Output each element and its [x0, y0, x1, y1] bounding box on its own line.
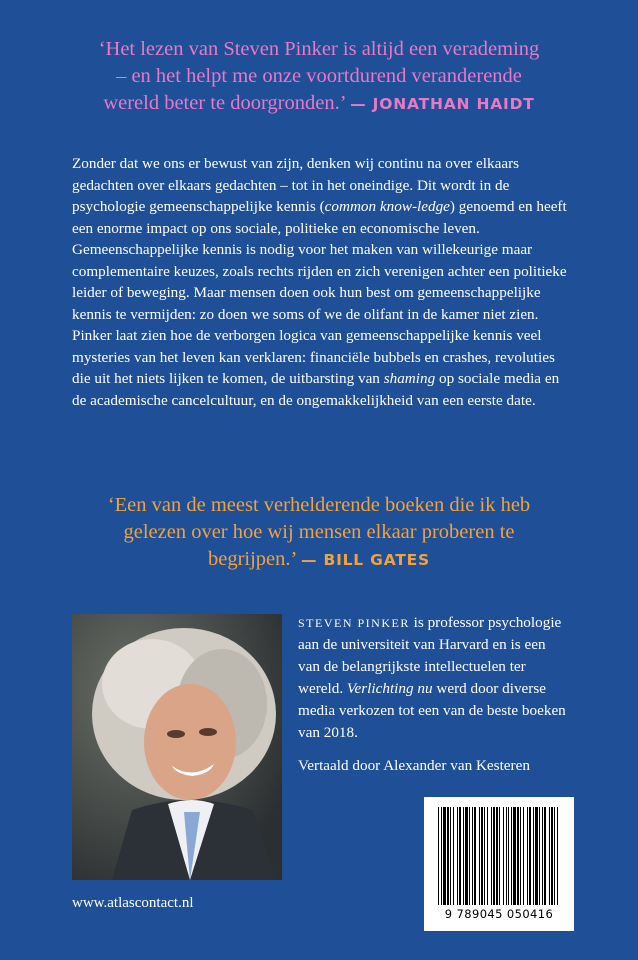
- quote-line: ‘Het lezen van Steven Pinker is altijd een verademing: [98, 38, 540, 60]
- isbn-number: 9 789045 050416: [444, 907, 554, 921]
- author-portrait-illustration: [72, 614, 282, 880]
- blurb-paragraph: [72, 153, 572, 239]
- quote-line-text: begrijpen.’: [207, 548, 296, 570]
- quote-attribution: — JONATHAN HAIDT: [350, 95, 535, 113]
- quote-line: [60, 546, 578, 574]
- quote-line: [60, 90, 578, 118]
- publisher-url[interactable]: www.atlascontact.nl: [72, 895, 194, 911]
- blurb-text: Pinker laat zien hoe de verborgen logica van gemeenschappelijke kennis veel mysteries van het leven kan verklaren: financiële bubbels en crashes, revoluties die uit het niets lijken te komen, de uitbarsting van: [72, 327, 555, 387]
- bio-text: is professor psychologie aan de universiteit van Harvard en is een van de belangrijkste intellectuelen ter wereld.: [298, 614, 562, 697]
- author-photo: [72, 614, 282, 880]
- blurb-paragraph: [72, 325, 572, 411]
- quote-line-text: wereld beter te doorgronden.’: [103, 92, 346, 114]
- isbn-barcode: [424, 797, 574, 931]
- quote-line: ‘Een van de meest verhelderende boeken die ik heb: [107, 494, 531, 516]
- blurb: [72, 153, 572, 411]
- quote-attribution: — BILL GATES: [300, 551, 431, 569]
- blurb-paragraph: Gemeenschappelijke kennis is nodig voor het maken van willekeurige maar complementaire keuzes, zoals rechts rijden en zich verenigen achter een politieke leider of beweging. Maar mensen doen ook hun best om gemeenschappelijke kennis te vermijden: zo doen we soms of we de olifant in de kamer niet zien.: [72, 241, 567, 323]
- quote-gates: [60, 492, 578, 574]
- blurb-italic: shaming: [383, 370, 436, 387]
- bio-text: werd door diverse media verkozen tot een van de beste boeken van 2018.: [298, 680, 566, 741]
- author-bio: [298, 612, 568, 744]
- translator-credit: Vertaald door Alexander van Kesteren: [298, 757, 530, 774]
- blurb-text: Zonder dat we ons er bewust van zijn, denken wij continu na over elkaars gedachten over elkaars gedachten – tot in het oneindige. Dit wordt in de psychologie gemeenschappelijke kennis (: [72, 155, 520, 215]
- author-name: STEVEN PINKER: [298, 616, 410, 630]
- blurb-italic: common know-ledge: [324, 198, 450, 215]
- quote-line: gelezen over hoe wij mensen elkaar proberen te: [123, 521, 515, 543]
- blurb-text: ) genoemd en heeft een enorme impact op ons sociale, politieke en economische leven.: [72, 198, 567, 237]
- quote-line: – en het helpt me onze voortdurend veranderende: [116, 65, 522, 87]
- blurb-text: op sociale media en de academische cancelcultuur, en de ongemakkelijkheid van een eerste date.: [72, 370, 560, 409]
- quote-haidt: [60, 36, 578, 118]
- bio-book-title: Verlichting nu: [346, 680, 433, 697]
